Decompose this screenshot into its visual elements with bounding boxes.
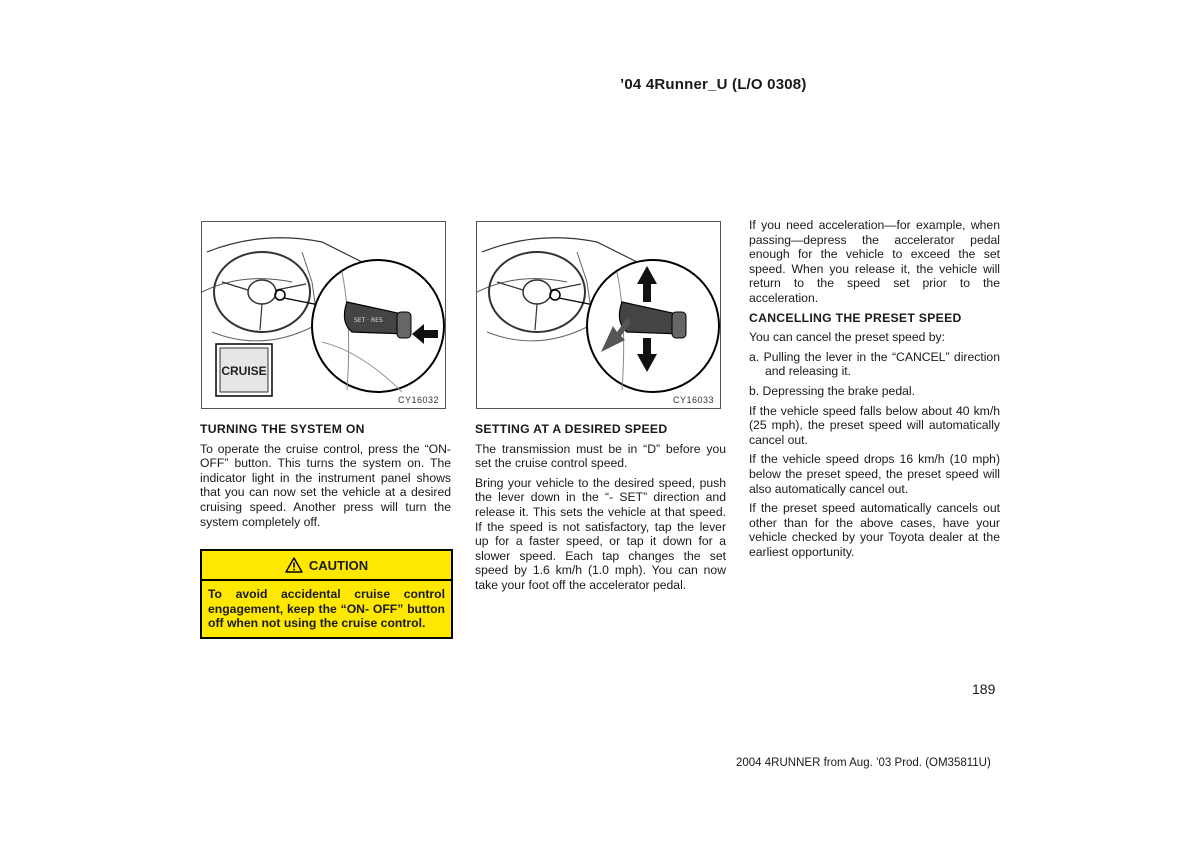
column-middle <box>475 422 726 598</box>
figure-code: CY16033 <box>672 395 714 405</box>
paragraph: You can cancel the preset speed by: <box>749 330 946 345</box>
paragraph: If the vehicle speed falls below about 40 km/h (25 mph), the preset speed will automatically cancel out. <box>749 403 1000 447</box>
column-right <box>749 218 1000 564</box>
paragraph: If you need acceleration—for example, when passing—depress the accelerator pedal enough for the vehicle to exceed the set speed. When you release it, the vehicle will return to the speed set prior to the acceleration. <box>749 218 1000 305</box>
section-heading: TURNING THE SYSTEM ON <box>200 422 365 436</box>
paragraph: To operate the cruise control, press the “ON- OFF” button. This turns the system on. The indicator light in the instrument panel shows that you can now set the vehicle at a desired cruising speed. Another press will turn the system completely off. <box>200 441 451 529</box>
paragraph: The transmission must be in “D” before you set the cruise control speed. <box>475 441 726 471</box>
page-header: ’04 4Runner_U (L/O 0308) <box>620 76 807 93</box>
paragraph: If the vehicle speed drops 16 km/h (10 mph) below the preset speed, the preset speed will also automatically cancel out. <box>749 452 1000 496</box>
list-item: a. Pulling the lever in the “CANCEL” direction and releasing it. <box>749 349 1000 379</box>
svg-text:SET · RES: SET · RES <box>354 317 383 324</box>
section-heading: SETTING AT A DESIRED SPEED <box>475 422 668 436</box>
column-left <box>200 422 451 534</box>
caution-text: To avoid accidental cruise control engagement, keep the “ON- OFF” button off when not using the cruise control. <box>202 581 451 637</box>
figure-code: CY16032 <box>397 395 439 405</box>
caution-box <box>200 549 453 639</box>
page-footer: 2004 4RUNNER from Aug. ’03 Prod. (OM35811U) <box>736 757 991 769</box>
cruise-indicator-label: CRUISE <box>221 364 267 378</box>
caution-header <box>202 551 451 581</box>
section-heading: CANCELLING THE PRESET SPEED <box>749 310 962 325</box>
caution-title: CAUTION <box>308 557 369 573</box>
lever-set-illustration <box>476 221 721 409</box>
page-number: 189 <box>972 681 996 697</box>
paragraph: Bring your vehicle to the desired speed, push the lever down in the “- SET” direction and release it. This sets the vehicle at that speed. If the speed is not satisfactory, tap the lever up for a faster speed, or tap it down for a slower speed. Each tap changes the set speed by 1.6 km/h (1.0 mph). You can now take your foot off the accelerator pedal. <box>475 475 726 592</box>
paragraph: If the preset speed automatically cancels out other than for the above cases, have your vehicle checked by your Toyota dealer at the earliest opportunity. <box>749 501 1000 559</box>
list-item: b. Depressing the brake pedal. <box>749 383 915 398</box>
cruise-button-illustration <box>201 221 446 409</box>
warning-icon <box>285 557 303 573</box>
